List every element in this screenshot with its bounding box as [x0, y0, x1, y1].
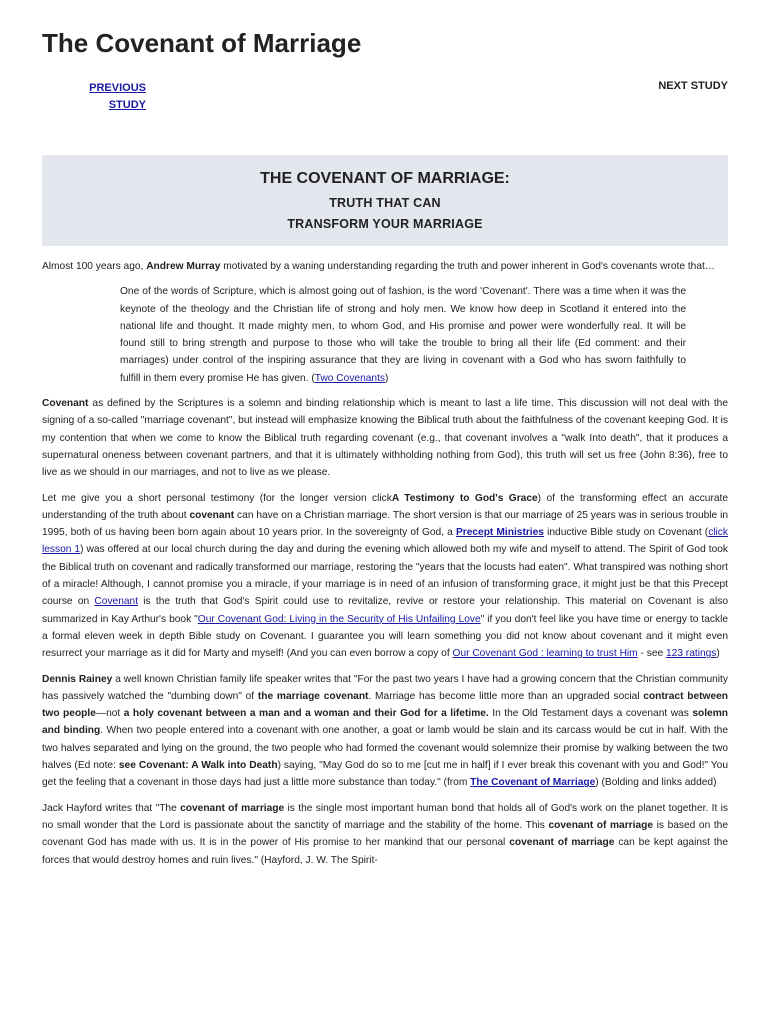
testimony-text-d: can have on a Christian marriage. The short version is that our marriage of 25 years was in serious trouble in 1995, both of us having been born again about 10 years prior. In the sovereignty of God, a	[42, 509, 728, 539]
covenant-link[interactable]: Covenant	[94, 596, 139, 608]
banner-title: THE COVENANT OF MARRIAGE:	[260, 170, 510, 187]
next-study-link[interactable]: NEXT STUDY	[658, 80, 728, 92]
solemn-bold: solemn and binding	[42, 708, 728, 737]
title-banner	[42, 155, 728, 246]
covenant-term: Covenant	[42, 398, 89, 410]
banner-subtitle-2: TRANSFORM YOUR MARRIAGE	[287, 217, 483, 231]
com-bold-3: covenant of marriage	[509, 837, 615, 849]
rainey-text-e: . When two people entered into a covenant with one another, a goat or lamb would be slain and its carcass would be cut in half. With the two halves separated and lying on the ground, the two people who had formed the covenant would solemnize their promise by walking between the two halves (Ed note:	[42, 725, 728, 772]
quote-close: )	[385, 372, 389, 384]
marriage-covenant-bold: the marriage covenant	[257, 690, 369, 702]
com-bold-2: covenant of marriage	[548, 819, 654, 831]
holy-covenant-bold: a holy covenant between a man and a woman and their God for a lifetime.	[123, 708, 489, 720]
testimony-paragraph	[42, 490, 728, 663]
testimony-text-h: " if you don't feel like you have time or energy to tackle a formal eleven week in depth Bible study on Covenant. I guarantee you will learn something you did not know about covenant and it might even resurrect your marriage as it did for Marty and myself! (And you can even borrow a copy of	[42, 613, 728, 660]
hayford-text-c: is based on the covenant God has made with us. It is in the power of His promise to her mankind that our personal	[42, 819, 729, 849]
testimony-text-e: inductive Bible study on Covenant (	[543, 527, 709, 539]
banner-subtitle-1: TRUTH THAT CAN	[329, 196, 441, 210]
intro-text: Almost 100 years ago,	[42, 261, 147, 272]
article-body	[42, 258, 728, 877]
ratings-link[interactable]: 123 ratings	[665, 648, 717, 660]
rainey-text-f: ) saying, "May God do so to me [cut me in half] if I ever break this covenant with you and God!" You get the feeling that a covenant in those days had just a little more substance than today." (from	[42, 760, 728, 789]
two-covenants-link[interactable]: Two Covenants	[314, 372, 385, 384]
covenant-bold: covenant	[189, 509, 235, 521]
see-walk-bold: see Covenant: A Walk into Death	[118, 760, 278, 772]
book-link[interactable]: Our Covenant God: Living in the Security of His Unfailing Love	[197, 613, 481, 625]
definition-text: as defined by the Scriptures is a solemn and binding relationship which is meant to last a life time. This discussion will not deal with the signing of a so-called "marriage covenant", but instead will emphasize knowing the Biblical truth about the faithfulness of the covenant keeping God. It is my contention that when we come to know the Biblical truth regarding covenant (e.g., that covenant involves a "walk Into death", that it produces a supernatural oneness between covenant partners, and that it is ultimately withholding nothing from God), this truth will set us free (John 8:36), free to live as we should in our marriages, and not to live as we please.	[42, 398, 728, 479]
rainey-text-a: a well known Christian family life speaker writes that "For the past two years I have had a growing concern that the Christian community has passively watched the "dumbing down" of	[42, 673, 728, 702]
hayford-text-b: is the single most important human bond that holds all of God's work on the planet together. It is no small wonder that the Lord is passionate about the sanctity of marriage and the stability of the home. This	[42, 802, 728, 831]
previous-study-line2[interactable]: STUDY	[108, 99, 146, 111]
previous-study-link[interactable]	[84, 80, 146, 114]
previous-study-line1[interactable]: PREVIOUS	[89, 82, 146, 94]
com-bold-1: covenant of marriage	[180, 802, 285, 814]
rainey-text-g: ) (Bolding and links added)	[595, 777, 717, 789]
testimony-text-i: - see	[637, 648, 666, 660]
andrew-murray: Andrew Murray	[146, 261, 221, 272]
quote-text: One of the words of Scripture, which is almost going out of fashion, is the word 'Covenant'. There was a time when it was the keynote of the theology and the Christian life of strong and holy men. We know how deep in Scotland it entered into the national life and thought. It made mighty men, to whom God, and His promise and power were wonderfully real. It will be found still to bring strength and purpose to those who will take the trouble to bring all their life (Ed comment: and their marriages) under control of the inspiring assurance that they are living in covenant with a God who has sworn faithfully to fulfill in them every promise He has given. (	[120, 286, 686, 384]
testimony-text-g: is the truth that God's Spirit could use to revitalize, revive or restore your relationship. This material on Covenant is also summarized in Kay Arthur's book "	[42, 596, 728, 625]
testimony-text-c: ) of the transforming effect an accurate understanding of the truth about	[42, 492, 728, 521]
covenant-of-marriage-link[interactable]: The Covenant of Marriage	[470, 777, 596, 789]
intro-text-2: motivated by a waning understanding regarding the truth and power inherent in God's covenants wrote that…	[220, 261, 716, 272]
rainey-paragraph	[42, 671, 728, 792]
hayford-text-a: Jack Hayford writes that "The	[42, 802, 181, 814]
page-title: The Covenant of Marriage	[42, 28, 362, 58]
testimony-title: A Testimony to God's Grace	[391, 492, 538, 504]
contract-bold: contract between two people	[42, 690, 729, 720]
lesson-1-link[interactable]: click lesson 1	[42, 527, 728, 556]
intro-paragraph	[42, 258, 728, 275]
murray-quote	[42, 283, 728, 387]
dennis-rainey: Dennis Rainey	[42, 673, 113, 685]
rainey-text-c: —not	[95, 708, 124, 720]
testimony-text-a: Let me give you a short personal testimony (for the longer version click	[42, 492, 392, 504]
borrow-book-link[interactable]: Our Covenant God : learning to trust Him	[452, 648, 638, 660]
precept-ministries-link[interactable]: Precept Ministries	[455, 527, 544, 539]
testimony-text-f: ) was offered at our local church during the day and during the evening which allowed both my wife and myself to attend. The Spirit of God took the Biblical truth on covenant and radically transformed our marriage, restoring the "years that the locusts had eaten". What transpired was nothing short of a miracle! Although, I cannot promise you a miracle, if your marriage is in need of an infusion of transforming grace, it might just be that this Precept course on	[42, 544, 728, 608]
hayford-paragraph	[42, 800, 728, 869]
rainey-text-d: In the Old Testament days a covenant was	[488, 708, 693, 720]
hayford-text-d: can be kept against the forces that would destroy homes and ruin lives." (Hayford, J. W. The Spirit-	[42, 837, 728, 866]
rainey-text-b: . Marriage has become little more than an upgraded social	[368, 690, 644, 702]
covenant-definition-paragraph	[42, 395, 728, 481]
testimony-text-j: )	[716, 648, 720, 660]
